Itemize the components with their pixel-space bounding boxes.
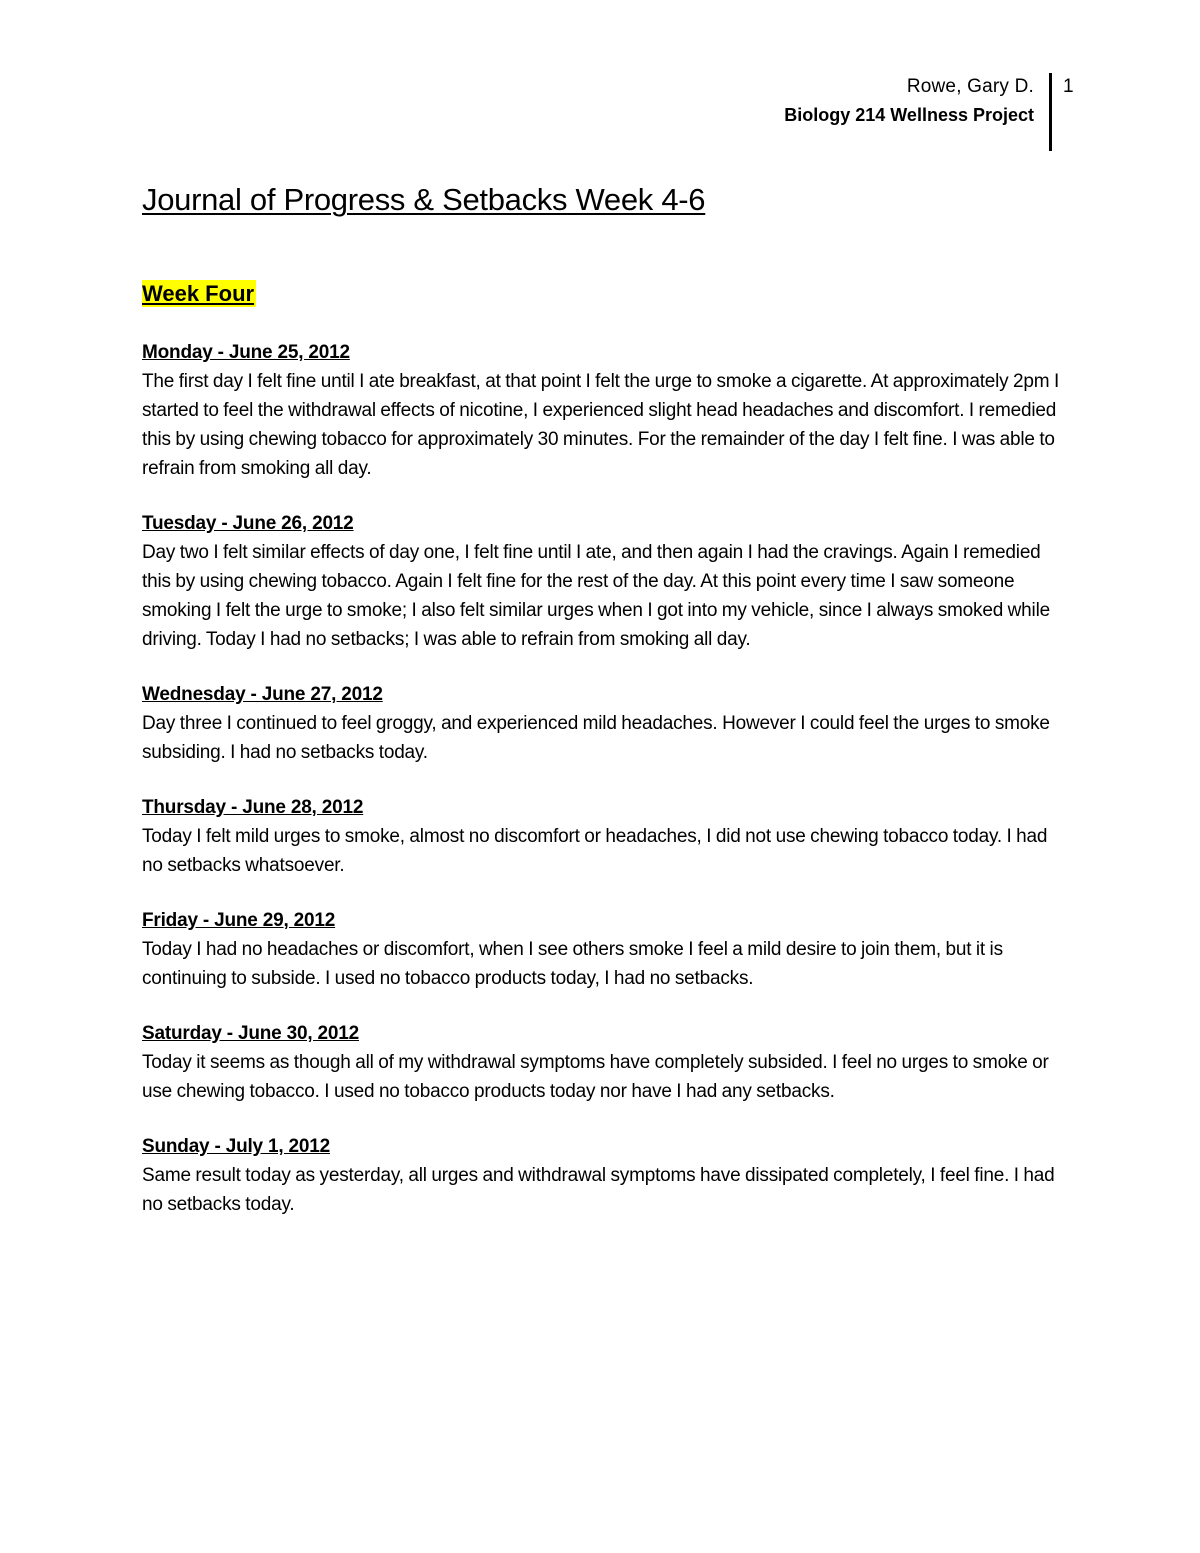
page-number: 1	[1063, 76, 1074, 97]
document-body	[142, 178, 1062, 1219]
journal-entry-wednesday	[142, 680, 1062, 767]
entry-text: Day three I continued to feel groggy, and experienced mild headaches. However I could feel the urges to smoke subsiding. I had no setbacks today.	[142, 713, 1050, 763]
journal-entry-monday	[142, 338, 1062, 483]
entry-date: Wednesday - June 27, 2012	[142, 684, 383, 705]
week-heading	[142, 278, 1062, 310]
entry-date: Tuesday - June 26, 2012	[142, 513, 354, 534]
entry-text: Today it seems as though all of my withdrawal symptoms have completely subsided. I feel no urges to smoke or use chewing tobacco. I used no tobacco products today nor have I had any setbacks.	[142, 1052, 1049, 1102]
entry-text: Today I had no headaches or discomfort, when I see others smoke I feel a mild desire to join them, but it is continuing to subside. I used no tobacco products today, I had no setbacks.	[142, 939, 1003, 989]
document-title: Journal of Progress & Setbacks Week 4-6	[142, 182, 706, 217]
entry-text: Same result today as yesterday, all urges and withdrawal symptoms have dissipated completely, I feel fine. I had no setbacks today.	[142, 1165, 1055, 1215]
journal-entry-thursday	[142, 793, 1062, 880]
entry-text: Day two I felt similar effects of day one, I felt fine until I ate, and then again I had the cravings. Again I remedied this by using chewing tobacco. Again I felt fine for the rest of the day. At this point every time I saw someone smoking I felt the urge to smoke; I also felt similar urges when I got into my vehicle, since I always smoked while driving. Today I had no setbacks; I was able to refrain from smoking all day.	[142, 542, 1050, 650]
entry-text: Today I felt mild urges to smoke, almost no discomfort or headaches, I did not use chewing tobacco today. I had no setbacks whatsoever.	[142, 826, 1048, 876]
entry-date: Monday - June 25, 2012	[142, 342, 350, 363]
header-divider	[1049, 73, 1052, 151]
header-project-title: Biology 214 Wellness Project	[784, 105, 1034, 125]
entry-date: Sunday - July 1, 2012	[142, 1136, 330, 1157]
entry-text: The first day I felt fine until I ate breakfast, at that point I felt the urge to smoke a cigarette. At approximately 2pm I started to feel the withdrawal effects of nicotine, I experienced slight head headaches and discomfort. I remedied this by using chewing tobacco for approximately 30 minutes. For the remainder of the day I felt fine. I was able to refrain from smoking all day.	[142, 371, 1060, 479]
entry-date: Thursday - June 28, 2012	[142, 797, 364, 818]
journal-entry-sunday	[142, 1132, 1062, 1219]
journal-entry-saturday	[142, 1019, 1062, 1106]
entry-date: Friday - June 29, 2012	[142, 910, 336, 931]
header-author: Rowe, Gary D.	[906, 76, 1034, 97]
journal-entry-tuesday	[142, 509, 1062, 654]
page-header	[784, 73, 1034, 129]
entry-date: Saturday - June 30, 2012	[142, 1023, 359, 1044]
week-heading-label: Week Four	[142, 281, 255, 306]
journal-entry-friday	[142, 906, 1062, 993]
